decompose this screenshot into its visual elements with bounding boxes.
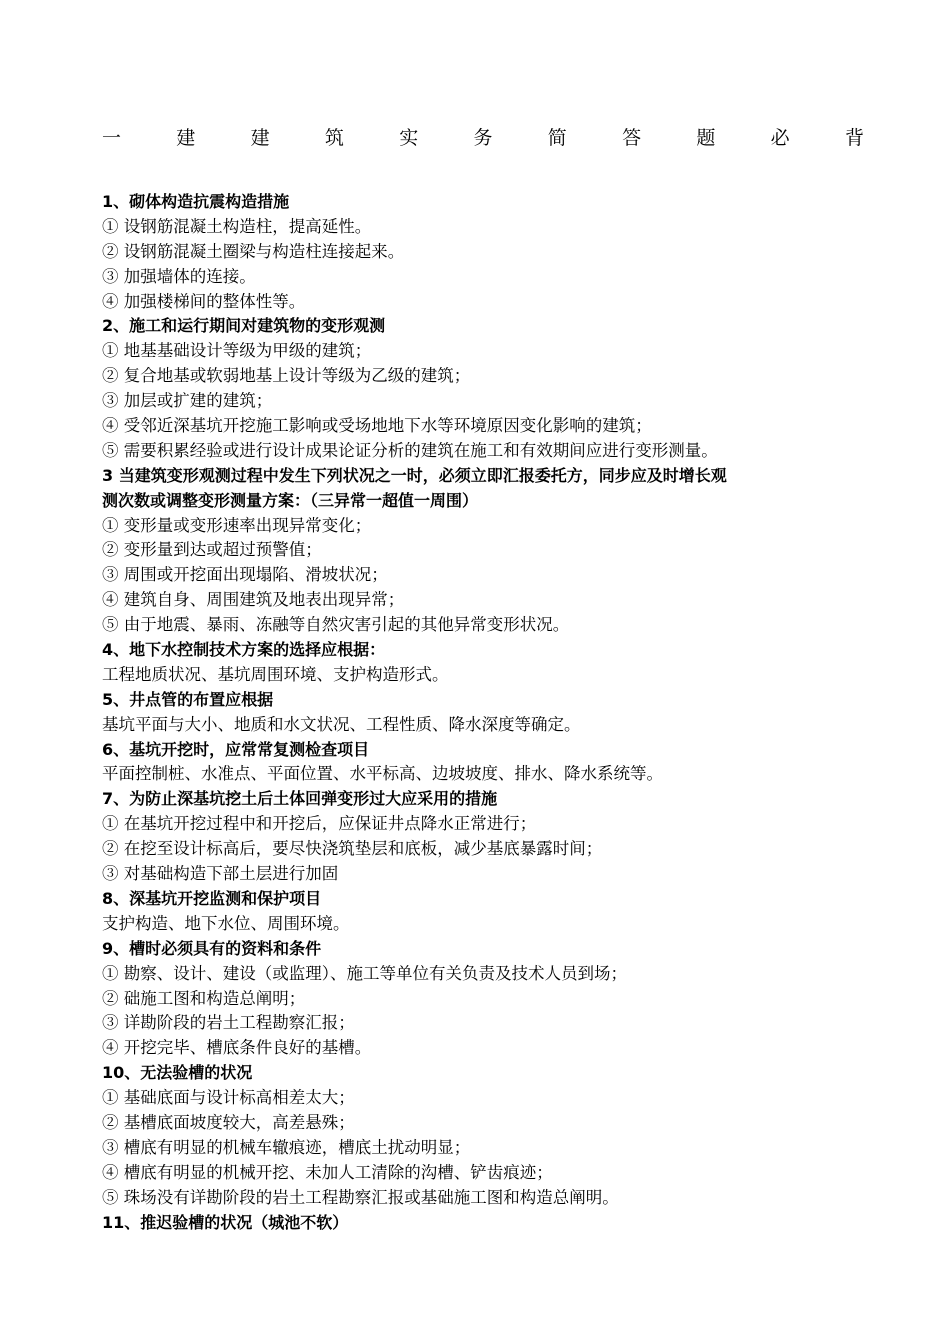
body-line: ② 础施工图和构造总阐明； [102,988,306,1008]
body-line: ② 基槽底面坡度较大，高差悬殊； [102,1112,355,1132]
title-char: 答 [622,127,642,149]
body-line: ① 设钢筋混凝土构造柱，提高延性。 [102,216,372,236]
document-body [102,190,862,1235]
section-heading: 6、基坑开挖时，应常常复测检查项目 [102,739,370,759]
body-line: ④ 受邻近深基坑开挖施工影响或受场地地下水等环境原因变化影响的建筑； [102,416,652,436]
title-char: 建 [176,127,196,149]
body-line: ③ 详勘阶段的岩土工程勘察汇报； [102,1013,355,1033]
section-heading: 8、深基坑开挖监测和保护项目 [102,888,322,908]
body-line: ② 复合地基或软弱地基上设计等级为乙级的建筑； [102,366,471,386]
section-heading: 1、砌体构造抗震构造措施 [102,192,290,211]
section-heading: 5、井点管的布置应根据 [102,689,274,709]
body-line: ⑤ 珠场没有详勘阶段的岩土工程勘察汇报或基础施工图和构造总阐明。 [102,1187,619,1207]
title-char: 背 [844,127,864,149]
title-char: 题 [696,127,716,149]
body-line: ③ 加强墙体的连接。 [102,266,256,286]
section-heading: 测次数或调整变形测量方案：（三异常一超值一周围） [102,490,479,510]
body-line: ③ 对基础构造下部土层进行加固 [102,864,339,884]
section-heading: 7、为防止深基坑挖土后土体回弹变形过大应采用的措施 [102,789,498,809]
section-heading: 11、推迟验槽的状况（城池不软） [102,1212,349,1232]
document-title [102,126,864,150]
body-line: 平面控制桩、水准点、平面位置、水平标高、边坡坡度、排水、降水系统等。 [102,764,663,784]
body-line: ① 变形量或变形速率出现异常变化； [102,515,372,535]
title-char: 筑 [324,127,344,149]
body-line: ① 勘察、设计、建设（或监理）、施工等单位有关负责及技术人员到场； [102,963,627,983]
title-char: 一 [102,127,122,149]
title-char: 必 [770,127,790,149]
section-heading: 10、无法验槽的状况 [102,1063,253,1083]
body-line: ④ 槽底有明显的机械开挖、未加人工清除的沟槽、铲齿痕迹； [102,1162,553,1182]
section-heading: 9、槽时必须具有的资料和条件 [102,938,322,958]
body-line: 工程地质状况、基坑周围环境、支护构造形式。 [102,664,449,684]
body-line: ④ 加强楼梯间的整体性等。 [102,291,306,311]
body-line: ② 在挖至设计标高后，要尽快浇筑垫层和底板，减少基底暴露时间； [102,839,603,859]
body-line: ④ 建筑自身、周围建筑及地表出现异常； [102,590,405,610]
title-char: 简 [547,127,567,149]
body-line: ① 在基坑开挖过程中和开挖后，应保证井点降水正常进行； [102,814,537,834]
body-line: ③ 槽底有明显的机械车辙痕迹，槽底土扰动明显； [102,1137,471,1157]
section-heading: 4、地下水控制技术方案的选择应根据： [102,640,386,660]
body-line: ② 设钢筋混凝土圈梁与构造柱连接起来。 [102,241,405,261]
title-char: 建 [250,127,270,149]
section-heading: 3 当建筑变形观测过程中发生下列状况之一时，必须立即汇报委托方，同步应及时增长观 [102,465,727,485]
body-line: ⑤ 需要积累经验或进行设计成果论证分析的建筑在施工和有效期间应进行变形测量。 [102,440,718,460]
body-line: ③ 加层或扩建的建筑； [102,391,273,411]
section-heading: 2、施工和运行期间对建筑物的变形观测 [102,316,386,336]
body-line: ② 变形量到达或超过预警值； [102,540,322,560]
body-line: ③ 周围或开挖面出现塌陷、滑坡状况； [102,565,388,585]
body-line: 支护构造、地下水位、周围环境。 [102,913,350,933]
body-line: 基坑平面与大小、地质和水文状况、工程性质、降水深度等确定。 [102,714,581,734]
body-line: ⑤ 由于地震、暴雨、冻融等自然灾害引起的其他异常变形状况。 [102,615,570,635]
title-char: 实 [399,127,419,149]
body-line: ④ 开挖完毕、槽底条件良好的基槽。 [102,1038,372,1058]
title-char: 务 [473,127,493,149]
body-line: ① 基础底面与设计标高相差太大； [102,1088,355,1108]
body-line: ① 地基基础设计等级为甲级的建筑； [102,341,372,361]
